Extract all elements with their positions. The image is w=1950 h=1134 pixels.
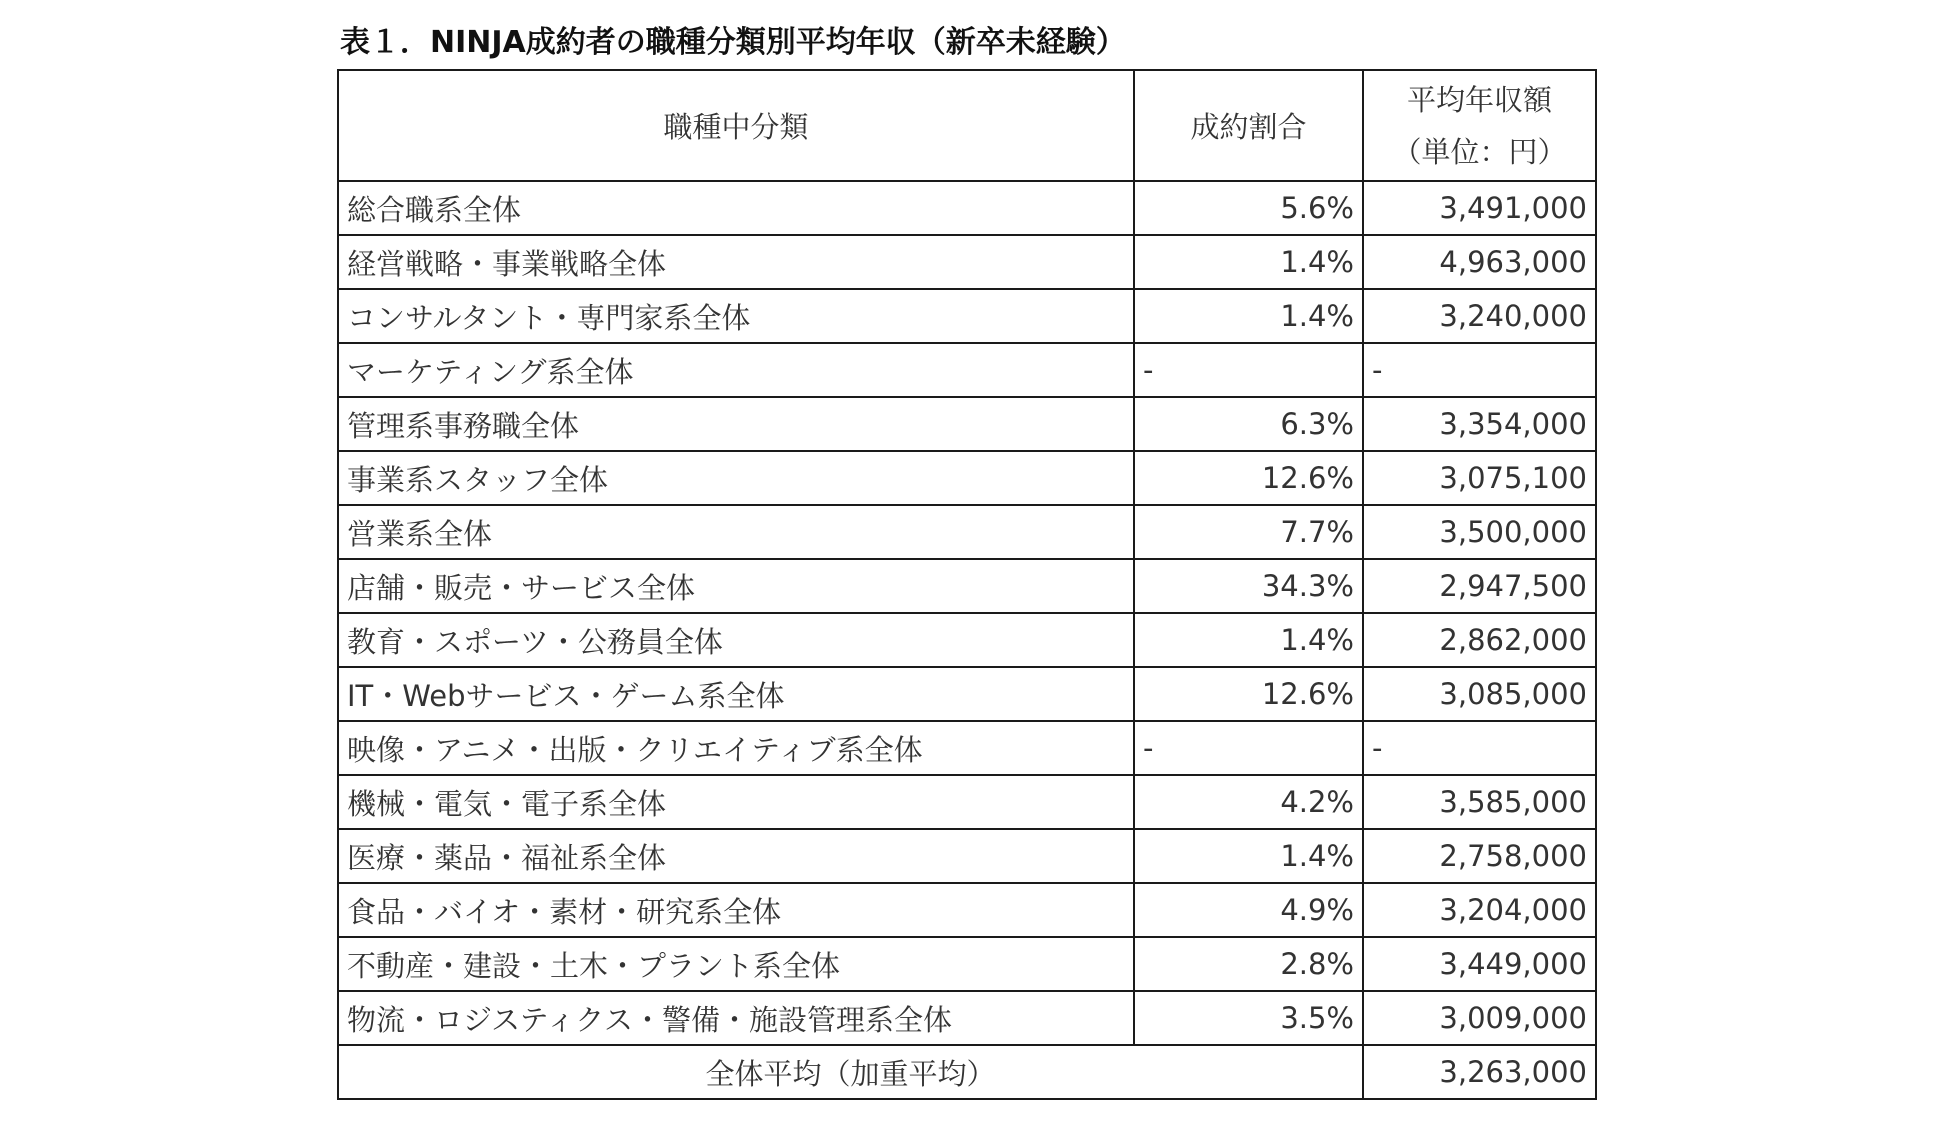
table-body	[338, 181, 1596, 1099]
category-cell: マーケティング系全体	[338, 343, 1134, 397]
table-row	[338, 667, 1596, 721]
ratio-cell: 4.9%	[1134, 883, 1363, 937]
salary-cell: 2,947,500	[1363, 559, 1596, 613]
ratio-cell: 12.6%	[1134, 451, 1363, 505]
category-cell: 機械・電気・電子系全体	[338, 775, 1134, 829]
category-cell: 不動産・建設・土木・プラント系全体	[338, 937, 1134, 991]
table-row	[338, 991, 1596, 1045]
ratio-cell: 12.6%	[1134, 667, 1363, 721]
table-row	[338, 883, 1596, 937]
category-cell: 映像・アニメ・出版・クリエイティブ系全体	[338, 721, 1134, 775]
category-cell: 医療・薬品・福祉系全体	[338, 829, 1134, 883]
salary-cell: -	[1363, 343, 1596, 397]
ratio-cell: 3.5%	[1134, 991, 1363, 1045]
category-cell: 物流・ロジスティクス・警備・施設管理系全体	[338, 991, 1134, 1045]
overall-average-salary: 3,263,000	[1363, 1045, 1596, 1099]
salary-cell: 3,491,000	[1363, 181, 1596, 235]
table-row	[338, 721, 1596, 775]
category-cell: 事業系スタッフ全体	[338, 451, 1134, 505]
salary-cell: 2,758,000	[1363, 829, 1596, 883]
ratio-cell: 1.4%	[1134, 613, 1363, 667]
salary-cell: 3,204,000	[1363, 883, 1596, 937]
salary-table	[337, 69, 1597, 1100]
category-cell: コンサルタント・専門家系全体	[338, 289, 1134, 343]
ratio-cell: 1.4%	[1134, 829, 1363, 883]
ratio-cell: 1.4%	[1134, 235, 1363, 289]
ratio-cell: -	[1134, 343, 1363, 397]
ratio-cell: 5.6%	[1134, 181, 1363, 235]
ratio-cell: 1.4%	[1134, 289, 1363, 343]
header-category: 職種中分類	[338, 70, 1134, 181]
ratio-cell: 2.8%	[1134, 937, 1363, 991]
salary-cell: 3,449,000	[1363, 937, 1596, 991]
salary-cell: 3,585,000	[1363, 775, 1596, 829]
category-cell: 営業系全体	[338, 505, 1134, 559]
ratio-cell: 4.2%	[1134, 775, 1363, 829]
table-footer-row	[338, 1045, 1596, 1099]
category-cell: 店舗・販売・サービス全体	[338, 559, 1134, 613]
ratio-cell: 7.7%	[1134, 505, 1363, 559]
table-row	[338, 451, 1596, 505]
table-row	[338, 505, 1596, 559]
header-ratio: 成約割合	[1134, 70, 1363, 181]
salary-cell: 4,963,000	[1363, 235, 1596, 289]
header-salary-line2: （単位：円）	[1392, 134, 1567, 169]
category-cell: 食品・バイオ・素材・研究系全体	[338, 883, 1134, 937]
category-cell: 総合職系全体	[338, 181, 1134, 235]
table-caption: 表１．NINJA成約者の職種分類別平均年収（新卒未経験）	[340, 25, 1126, 60]
salary-cell: -	[1363, 721, 1596, 775]
table-row	[338, 613, 1596, 667]
table-row	[338, 937, 1596, 991]
salary-cell: 3,500,000	[1363, 505, 1596, 559]
table-row	[338, 289, 1596, 343]
ratio-cell: 34.3%	[1134, 559, 1363, 613]
ratio-cell: 6.3%	[1134, 397, 1363, 451]
salary-cell: 3,240,000	[1363, 289, 1596, 343]
salary-cell: 3,075,100	[1363, 451, 1596, 505]
table-row	[338, 343, 1596, 397]
header-salary-line1: 平均年収額	[1406, 82, 1552, 117]
category-cell: 教育・スポーツ・公務員全体	[338, 613, 1134, 667]
category-cell: 管理系事務職全体	[338, 397, 1134, 451]
salary-cell: 3,354,000	[1363, 397, 1596, 451]
table-row	[338, 181, 1596, 235]
salary-cell: 3,085,000	[1363, 667, 1596, 721]
header-salary	[1363, 70, 1596, 181]
table-row	[338, 775, 1596, 829]
table-row	[338, 829, 1596, 883]
ratio-cell: -	[1134, 721, 1363, 775]
table-row	[338, 397, 1596, 451]
table-header-row	[338, 70, 1596, 181]
salary-cell: 2,862,000	[1363, 613, 1596, 667]
category-cell: 経営戦略・事業戦略全体	[338, 235, 1134, 289]
table-row	[338, 559, 1596, 613]
overall-average-label: 全体平均（加重平均）	[338, 1045, 1363, 1099]
category-cell: IT・Webサービス・ゲーム系全体	[338, 667, 1134, 721]
salary-cell: 3,009,000	[1363, 991, 1596, 1045]
table-row	[338, 235, 1596, 289]
